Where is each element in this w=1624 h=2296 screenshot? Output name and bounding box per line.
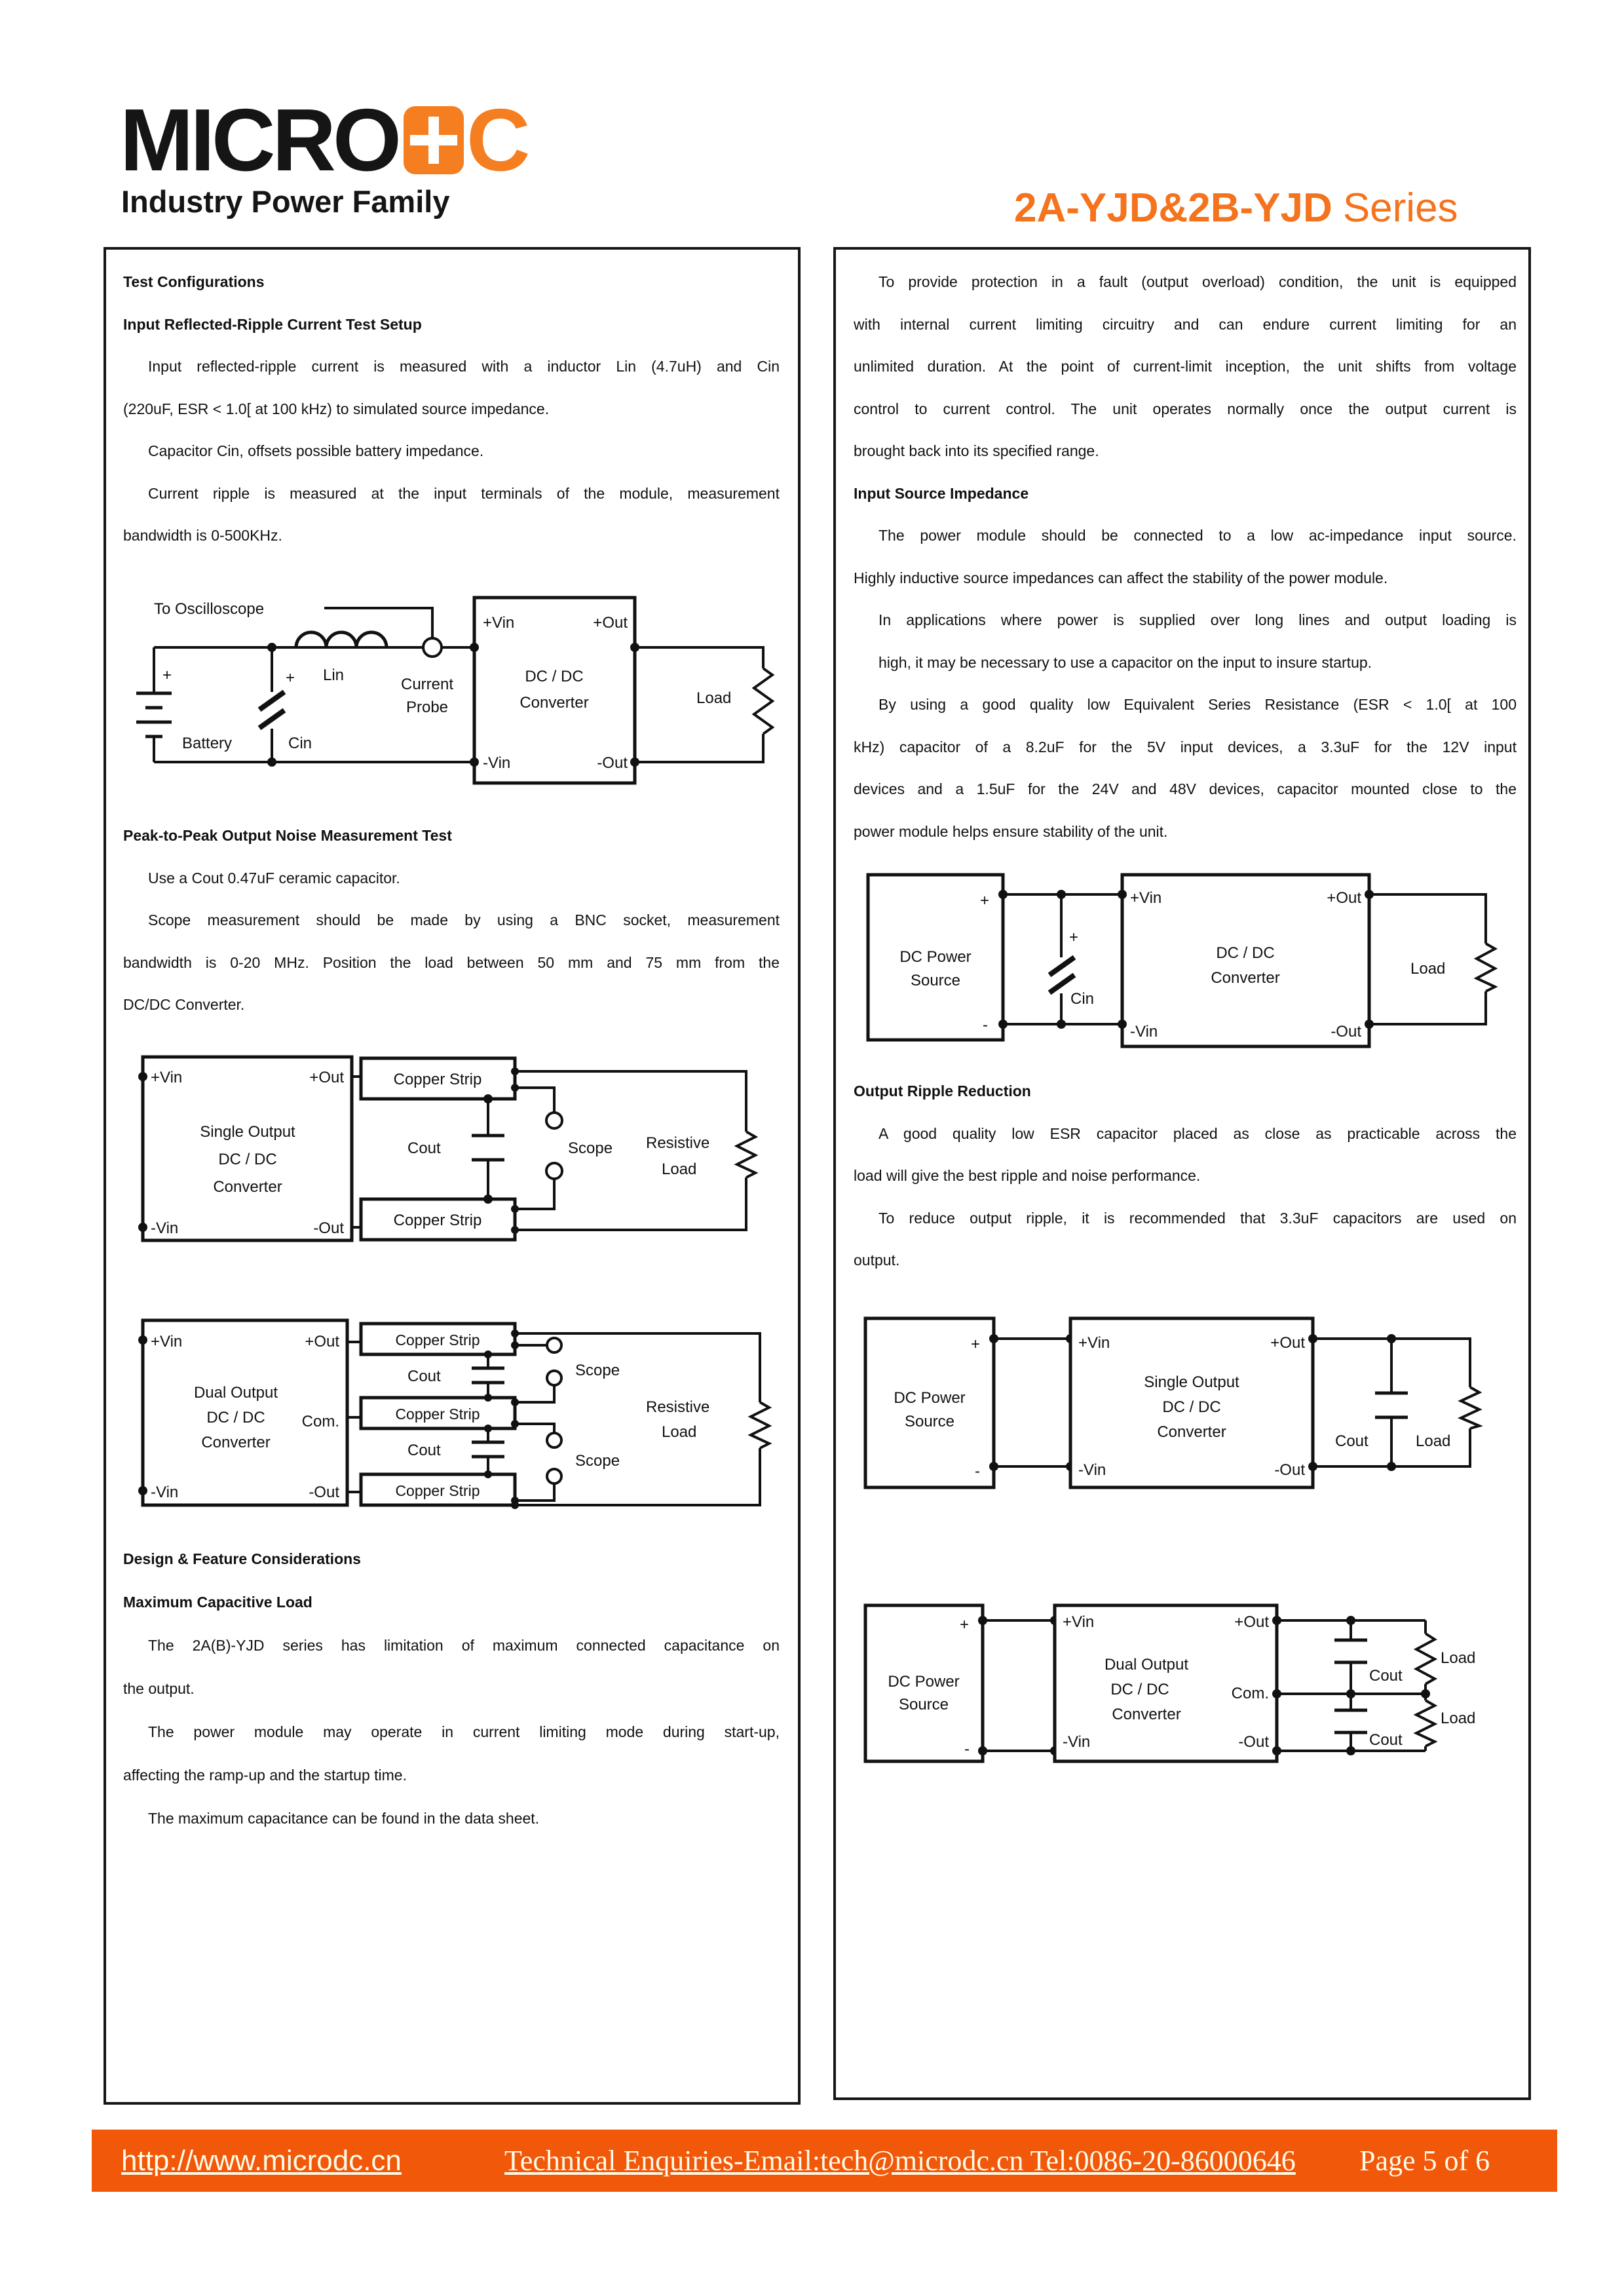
cout-label: Cout: [407, 1139, 441, 1157]
source-label: DC Power: [894, 1389, 966, 1407]
body-line: with internal current limiting circuitry and can endure current limiting for an: [854, 315, 1517, 333]
copper-strip-label: Copper Strip: [395, 1482, 480, 1499]
cout-label: Cout: [1369, 1731, 1403, 1749]
body-line: Highly inductive source impedances can affect the stability of the power module.: [854, 569, 1388, 586]
body-line: control to current control. The unit operates normally once the output current is: [854, 400, 1517, 417]
pin-label: -Out: [313, 1219, 344, 1237]
copper-strip-label: Copper Strip: [395, 1406, 480, 1423]
body-line: The power module may operate in current limiting mode during start-up,: [148, 1723, 780, 1740]
source-minus-label: -: [964, 1740, 970, 1758]
converter-label: Single Output: [200, 1123, 295, 1141]
left-text-block-2: [123, 814, 780, 1026]
converter-label: DC / DC: [1216, 944, 1275, 962]
logo-tagline: Industry Power Family: [121, 184, 450, 219]
pin-label: +Out: [1234, 1613, 1269, 1631]
cout-label: Cout: [407, 1442, 441, 1459]
body-line: DC/DC Converter.: [123, 996, 245, 1013]
diagram-dual-output-noise-test: [138, 1314, 780, 1510]
heading-output-ripple-reduction: Output Ripple Reduction: [854, 1082, 1031, 1100]
pin-label: +Out: [593, 614, 628, 632]
body-line: affecting the ramp-up and the startup time.: [123, 1767, 407, 1784]
converter-label: DC / DC: [206, 1409, 265, 1426]
converter-label: Converter: [201, 1434, 271, 1451]
copper-strip-label: Copper Strip: [393, 1071, 482, 1088]
body-line: Use a Cout 0.47uF ceramic capacitor.: [148, 869, 400, 887]
heading-test-configurations: Test Configurations: [123, 273, 265, 290]
diagram-single-output-noise-test: [138, 1048, 780, 1252]
footer-contact: Technical Enquiries-Email:tech@microdc.cn Tel:0086-20-86000646: [504, 2145, 1296, 2177]
converter-label: DC / DC: [1110, 1681, 1169, 1698]
heading-max-capacitive-load: Maximum Capacitive Load: [123, 1594, 312, 1611]
copper-strip-label: Copper Strip: [395, 1331, 480, 1349]
source-label: Source: [898, 1696, 949, 1713]
body-line: (220uF, ESR < 1.0[ at 100 kHz) to simulated source impedance.: [123, 400, 550, 417]
pin-label: -Out: [309, 1483, 339, 1501]
resistive-load-label: Load: [662, 1423, 697, 1441]
battery-plus-label: +: [162, 666, 172, 684]
footer-page-number: Page 5 of 6: [1359, 2145, 1490, 2177]
cout-label: Cout: [1369, 1667, 1403, 1685]
body-line: In applications where power is supplied over long lines and output loading is: [878, 611, 1517, 628]
converter-label: Dual Output: [193, 1384, 278, 1402]
body-line: unlimited duration. At the point of current-limit inception, the unit shifts from voltage: [854, 358, 1517, 375]
converter-label: DC / DC: [218, 1151, 277, 1168]
source-label: Source: [904, 1413, 955, 1430]
body-line: bandwidth is 0-500KHz.: [123, 527, 282, 544]
pin-label: +Vin: [1078, 1334, 1110, 1352]
scope-label: Scope: [568, 1139, 613, 1157]
pin-label: -Out: [597, 754, 628, 772]
body-line: the output.: [123, 1680, 195, 1697]
pin-label: Com.: [301, 1413, 339, 1430]
right-text-block-1: [854, 261, 1517, 852]
body-line: Input reflected-ripple current is measured with a inductor Lin (4.7uH) and Cin: [148, 358, 780, 375]
pin-label: -Vin: [151, 1483, 179, 1501]
pin-label: +Vin: [1063, 1613, 1095, 1631]
diagram-single-output-ripple: [852, 1307, 1513, 1504]
pin-label: -Vin: [483, 754, 511, 772]
current-probe-label: Current: [400, 676, 454, 693]
pin-label: +Out: [309, 1069, 344, 1086]
body-line: The maximum capacitance can be found in the data sheet.: [148, 1810, 540, 1827]
pin-label: +Vin: [151, 1333, 183, 1350]
converter-label: Converter: [213, 1178, 282, 1196]
converter-label: Converter: [519, 694, 589, 712]
pin-label: Com.: [1231, 1685, 1269, 1702]
body-line: To reduce output ripple, it is recommended that 3.3uF capacitors are used on: [878, 1209, 1517, 1227]
footer-url: http://www.microdc.cn: [121, 2145, 402, 2177]
pin-label: +Out: [1270, 1334, 1305, 1352]
source-label: DC Power: [899, 948, 972, 966]
heading-input-reflected-ripple: Input Reflected-Ripple Current Test Setup: [123, 315, 422, 333]
heading-input-source-impedance: Input Source Impedance: [854, 484, 1029, 502]
body-line: kHz) capacitor of a 8.2uF for the 5V input devices, a 3.3uF for the 12V input: [854, 738, 1517, 756]
pin-label: -Out: [1274, 1461, 1305, 1479]
cin-label: Cin: [1070, 990, 1095, 1008]
source-plus-label: +: [971, 1335, 981, 1353]
source-label: Source: [910, 972, 961, 989]
pin-label: -Out: [1238, 1733, 1269, 1751]
body-line: To provide protection in a fault (output overload) condition, the unit is equipped: [878, 273, 1517, 290]
left-text-block-1: [123, 261, 780, 557]
logo-plus-icon: [404, 106, 464, 174]
scope-label: Scope: [575, 1362, 620, 1379]
heading-design-features: Design & Feature Considerations: [123, 1550, 361, 1567]
body-line: load will give the best ripple and noise performance.: [854, 1167, 1201, 1184]
converter-label: Single Output: [1144, 1373, 1239, 1391]
diagram-dual-output-ripple: [852, 1596, 1513, 1772]
cout-label: Cout: [1335, 1432, 1369, 1450]
body-line: output.: [854, 1252, 900, 1269]
body-line: devices and a 1.5uF for the 24V and 48V devices, capacitor mounted close to the: [854, 780, 1517, 797]
left-text-block-3: [123, 1537, 780, 1840]
load-label: Load: [1416, 1432, 1451, 1450]
diagram-input-ripple-test: [124, 577, 786, 819]
scope-label: Scope: [575, 1452, 620, 1470]
current-probe-label: Probe: [406, 698, 449, 716]
source-plus-label: +: [960, 1616, 970, 1634]
body-line: By using a good quality low Equivalent Series Resistance (ESR < 1.0[ at 100: [878, 696, 1517, 713]
battery-label: Battery: [182, 735, 233, 752]
converter-label: DC / DC: [1162, 1398, 1221, 1416]
cin-plus-label: +: [1069, 928, 1079, 946]
pin-label: +Vin: [1130, 889, 1162, 907]
body-line: brought back into its specified range.: [854, 442, 1099, 459]
converter-label: Converter: [1112, 1706, 1181, 1723]
body-line: power module helps ensure stability of the unit.: [854, 822, 1168, 840]
series-title-regular: Series: [1342, 185, 1458, 231]
body-line: The power module should be connected to a low ac-impedance input source.: [878, 527, 1517, 544]
pin-label: -Vin: [1130, 1023, 1158, 1041]
body-line: high, it may be necessary to use a capacitor on the input to insure startup.: [878, 653, 1372, 671]
right-text-block-2: [854, 1070, 1517, 1282]
pin-label: -Out: [1331, 1023, 1361, 1041]
series-title: [1014, 185, 1458, 231]
series-title-bold: 2A-YJD&2B-YJD: [1014, 185, 1332, 231]
resistive-load-label: Resistive: [646, 1134, 710, 1152]
body-line: A good quality low ESR capacitor placed as close as practicable across the: [878, 1124, 1517, 1142]
pin-label: -Vin: [1078, 1461, 1106, 1479]
footer-bar: [92, 2130, 1557, 2192]
load-label: Load: [1441, 1649, 1476, 1667]
converter-label: DC / DC: [525, 668, 584, 685]
source-minus-label: -: [975, 1463, 980, 1480]
body-line: Scope measurement should be made by using a BNC socket, measurement: [148, 911, 780, 928]
body-line: bandwidth is 0-20 MHz. Position the load between 50 mm and 75 mm from the: [123, 953, 780, 971]
pin-label: +Vin: [151, 1069, 183, 1086]
copper-strip-label: Copper Strip: [393, 1212, 482, 1229]
load-label: Load: [1410, 960, 1446, 978]
source-plus-label: +: [980, 892, 990, 909]
diagram-input-source-impedance: [852, 865, 1513, 1055]
converter-label: Dual Output: [1104, 1656, 1189, 1674]
pin-label: +Vin: [483, 614, 515, 632]
converter-label: Converter: [1211, 969, 1280, 987]
resistive-load-label: Load: [662, 1160, 697, 1178]
pin-label: -Vin: [1063, 1733, 1091, 1751]
load-label: Load: [696, 689, 732, 707]
logo-text-c: C: [466, 90, 531, 189]
heading-peak-to-peak: Peak-to-Peak Output Noise Measurement Test: [123, 827, 452, 844]
source-label: DC Power: [888, 1673, 960, 1691]
body-line: Current ripple is measured at the input terminals of the module, measurement: [148, 484, 780, 502]
lin-label: Lin: [323, 666, 345, 684]
converter-label: Converter: [1157, 1423, 1226, 1441]
diagram-label: To Oscilloscope: [154, 600, 265, 618]
pin-label: +Out: [1327, 889, 1361, 907]
pin-label: -Vin: [151, 1219, 179, 1237]
body-line: The 2A(B)-YJD series has limitation of maximum connected capacitance on: [148, 1637, 780, 1654]
resistive-load-label: Resistive: [646, 1398, 710, 1416]
microdc-logo: [120, 90, 531, 189]
load-label: Load: [1441, 1710, 1476, 1727]
cin-plus-label: +: [286, 669, 295, 687]
cin-label: Cin: [288, 735, 312, 752]
pin-label: +Out: [305, 1333, 339, 1350]
logo-text-micro: MICRO: [120, 90, 398, 189]
cout-label: Cout: [407, 1368, 441, 1385]
source-minus-label: -: [983, 1016, 988, 1034]
body-line: Capacitor Cin, offsets possible battery impedance.: [148, 442, 484, 459]
